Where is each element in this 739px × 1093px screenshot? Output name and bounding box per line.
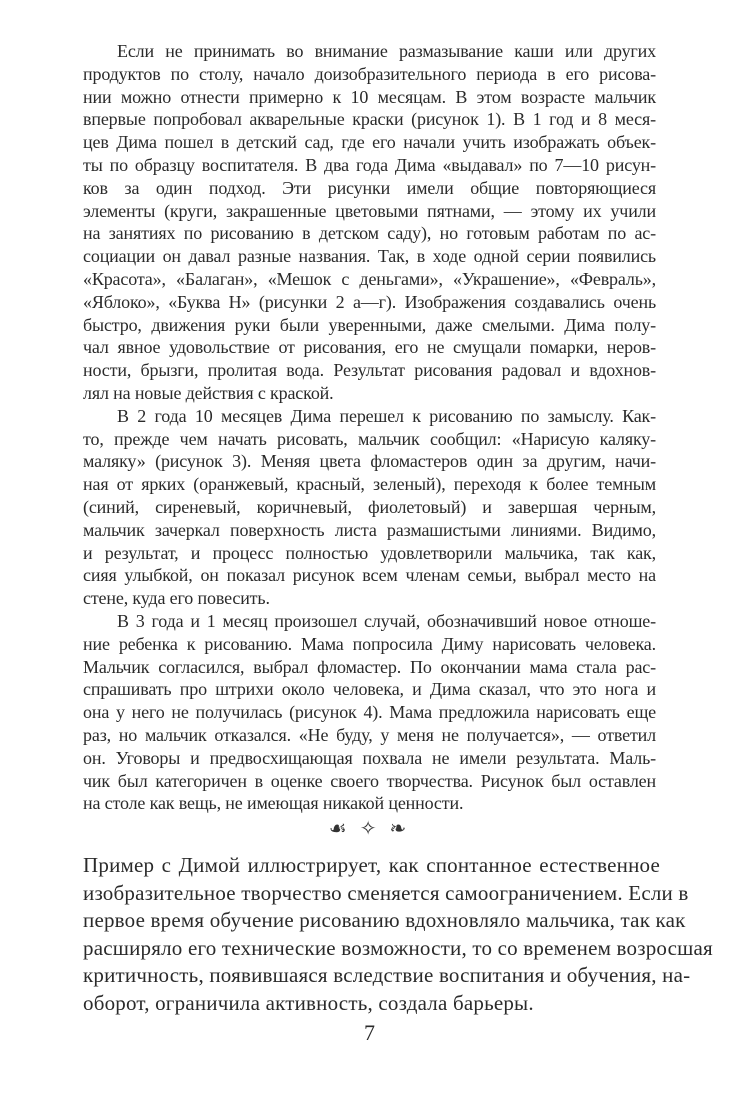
text-line: критичность, появившаяся вследствие воспитания и обучения, на- [83,963,691,987]
text-line: элементы (круги, закрашенные цветовыми пятнами, — этому их учили [83,200,656,221]
text-line: Мальчик согласился, выбрал фломастер. По окончании мама стала рас- [83,656,656,677]
text-line: чал явное удовольствие от рисования, его не смущали помарки, неров- [83,337,656,358]
section-divider-ornament: ☙ ✧ ❧ [328,818,411,840]
text-line: мальчик зачеркал поверхность листа размашистыми линиями. Видимо, [83,519,656,540]
text-line: первое время обучение рисованию вдохновляло мальчика, так как [83,908,686,932]
text-line: ние ребенка к рисованию. Мама попросила Диму нарисовать человека. [83,633,656,654]
text-line: ты по образцу воспитателя. В два года Дима «выдавал» по 7—10 рисун- [83,154,656,175]
text-line: ности, брызги, пролитая вода. Результат рисования радовал и вдохнов- [83,360,656,381]
text-line: впервые попробовал акварельные краски (рисунок 1). В 1 год и 8 меся- [83,109,656,130]
text-line: «Красота», «Балаган», «Мешок с деньгами», «Украшение», «Февраль», [83,268,656,289]
text-line: на столе как вещь, не имеющая никакой ценности. [83,793,464,814]
text-line: изобразительное творчество сменяется самоограничением. Если в [83,880,689,905]
text-line: на занятиях по рисованию в детском саду), но готовым работам по ас- [83,223,656,244]
text-line: цев Дима пошел в детский сад, где его начали учить изображать объек- [83,132,656,153]
text-line: то, прежде чем начать рисовать, мальчик сообщил: «Нарисую каляку- [83,428,656,449]
text-line: продуктов по столу, начало доизобразительного периода в его рисова- [83,63,656,84]
text-line: «Яблоко», «Буква Н» (рисунки 2 а—г). Изображения создавались очень [83,291,656,312]
text-line: расширяло его технические возможности, то со временем возросшая [83,935,713,960]
text-line: Пример с Димой иллюстрирует, как спонтанное естественное [83,853,660,877]
text-line: она у него не получилась (рисунок 4). Мама предложила нарисовать еще [83,702,656,723]
text-line: Если не принимать во внимание размазывание каши или других [117,41,656,61]
page-number: 7 [364,1020,375,1045]
conclusion-paragraph [83,852,713,1017]
text-line: (синий, сиреневый, коричневый, фиолетовый) и завершая черным, [83,496,656,517]
text-line: лял на новые действия с краской. [83,382,334,403]
text-line: оборот, ограничила активность, создала барьеры. [83,990,534,1015]
text-line: ная от ярких (оранжевый, красный, зеленый), переходя к более темным [83,474,656,495]
text-line: ков за один подход. Эти рисунки имели общие повторяющиеся [83,177,656,198]
text-line: он. Уговоры и предвосхищающая похвала не имели результата. Маль- [83,747,656,768]
body-text [83,40,656,815]
paragraph [83,610,656,815]
text-line: быстро, движения руки были уверенными, даже смелыми. Дима полу- [83,314,656,335]
text-line: маляку» (рисунок 3). Меняя цвета фломастеров один за другим, начи- [83,451,656,472]
text-line: сияя улыбкой, он показал рисунок всем членам семьи, выбрал место на [83,565,656,586]
text-line: В 2 года 10 месяцев Дима перешел к рисованию по замыслу. Как- [117,405,656,426]
paragraph [83,40,656,405]
text-line: В 3 года и 1 месяц произошел случай, обозначивший новое отноше- [117,610,656,631]
text-line: спрашивать про штрихи около человека, и Дима сказал, что это нога и [83,679,656,700]
text-line: социации он давал разные названия. Так, в ходе одной серии появились [83,246,656,267]
text-line: нии можно отнести примерно к 10 месяцам. В этом возрасте мальчик [83,86,656,107]
text-line: раз, но мальчик отказался. «Не буду, у меня не получается», — ответил [83,724,656,745]
text-line: стене, куда его повесить. [83,588,270,609]
paragraph [83,405,656,610]
text-line: чик был категоричен в оценке своего творчества. Рисунок был оставлен [83,770,656,791]
text-line: и результат, и процесс полностью удовлетворили мальчика, так как, [83,542,656,563]
